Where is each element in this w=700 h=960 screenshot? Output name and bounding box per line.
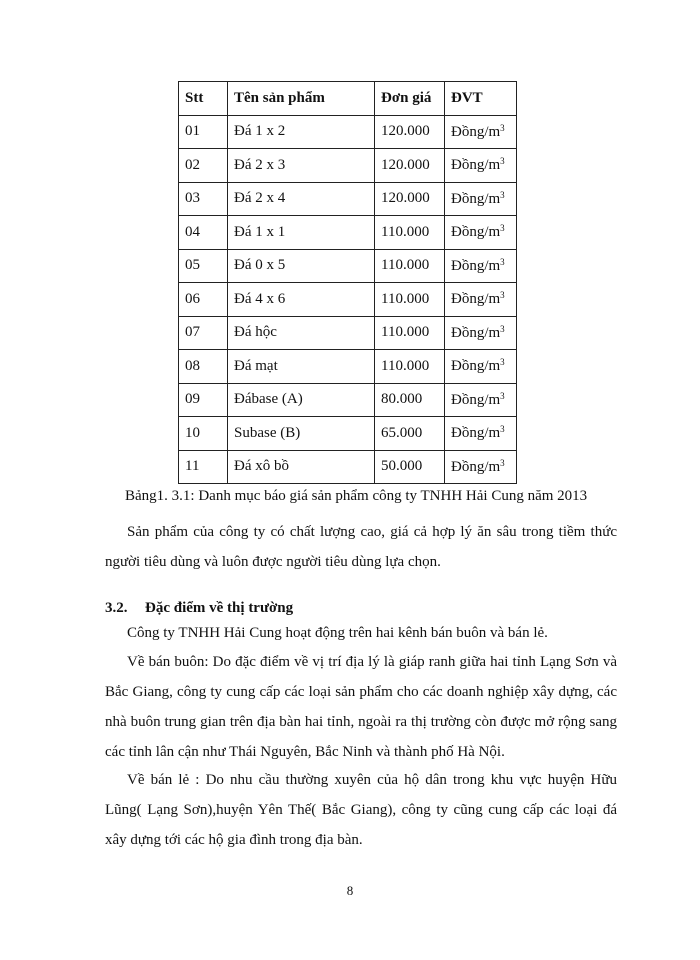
stt-cell: 10 [179, 417, 228, 451]
unit-cell [445, 249, 517, 283]
header-unit: ĐVT [445, 82, 517, 116]
paragraph-channels: Công ty TNHH Hải Cung hoạt động trên hai kênh bán buôn và bán lẻ. [127, 625, 548, 641]
unit-text: Đồng/m [451, 391, 501, 408]
table-row [179, 115, 517, 149]
product-name-cell: Đá 0 x 5 [228, 249, 375, 283]
table-header-row [179, 82, 517, 116]
unit-text: Đồng/m [451, 458, 501, 475]
page-number: 8 [346, 883, 354, 898]
table-row [179, 249, 517, 283]
table-row [179, 450, 517, 484]
unit-superscript: 3 [500, 156, 505, 167]
unit-cell [445, 450, 517, 484]
header-unit-price: Đơn giá [375, 82, 445, 116]
unit-text: Đồng/m [451, 157, 501, 174]
intro-paragraph: Sản phẩm của công ty có chất lượng cao, giá cả hợp lý ăn sâu trong tiềm thức người tiêu dùng và luôn được người tiêu dùng lựa chọn. [105, 524, 617, 570]
product-name-cell: Subase (B) [228, 417, 375, 451]
section-heading [105, 600, 293, 617]
unit-superscript: 3 [500, 457, 505, 468]
unit-cell [445, 182, 517, 216]
section-title: Đặc điểm về thị trường [145, 600, 294, 616]
unit-text: Đồng/m [451, 257, 501, 274]
section-number: 3.2. [105, 600, 128, 616]
price-table [178, 81, 517, 484]
paragraph-wholesale: Về bán buôn: Do đặc điểm về vị trí địa lý là giáp ranh giữa hai tỉnh Lạng Sơn và Bắc Giang, công ty cung cấp các loại sản phẩm cho các doanh nghiệp xây dựng, các nhà buôn trung gian trên địa bàn hai tỉnh, ngoài ra thị trường còn được mở rộng sang các tỉnh lân cận như Thái Nguyên, Bắc Ninh và thành phố Hà Nội. [105, 654, 617, 760]
unit-cell [445, 115, 517, 149]
table-row [179, 182, 517, 216]
product-name-cell: Đá 1 x 2 [228, 115, 375, 149]
table-row [179, 417, 517, 451]
unit-cell [445, 350, 517, 384]
stt-cell: 04 [179, 216, 228, 250]
unit-superscript: 3 [500, 189, 505, 200]
stt-cell: 06 [179, 283, 228, 317]
unit-cell [445, 149, 517, 183]
unit-superscript: 3 [500, 223, 505, 234]
product-name-cell: Đá 1 x 1 [228, 216, 375, 250]
product-name-cell: Đá hộc [228, 316, 375, 350]
stt-cell: 03 [179, 182, 228, 216]
unit-text: Đồng/m [451, 291, 501, 308]
stt-cell: 07 [179, 316, 228, 350]
unit-price-cell: 120.000 [375, 182, 445, 216]
product-name-cell: Đá xô bồ [228, 450, 375, 484]
stt-cell: 08 [179, 350, 228, 384]
unit-text: Đồng/m [451, 324, 501, 341]
unit-superscript: 3 [500, 357, 505, 368]
unit-superscript: 3 [500, 122, 505, 133]
stt-cell: 01 [179, 115, 228, 149]
paragraph-retail: Về bán lẻ : Do nhu cầu thường xuyên của hộ dân trong khu vực huyện Hữu Lũng( Lạng Sơn),huyện Yên Thế( Bắc Giang), công ty cũng cung cấp các loại đá xây dựng tới các hộ gia đình trong địa bàn. [105, 772, 617, 848]
product-name-cell: Đá 2 x 4 [228, 182, 375, 216]
unit-price-cell: 110.000 [375, 350, 445, 384]
unit-cell [445, 417, 517, 451]
unit-price-cell: 110.000 [375, 283, 445, 317]
table-row [179, 216, 517, 250]
table-row [179, 283, 517, 317]
product-name-cell: Đá mạt [228, 350, 375, 384]
stt-cell: 02 [179, 149, 228, 183]
unit-price-cell: 110.000 [375, 316, 445, 350]
unit-text: Đồng/m [451, 224, 501, 241]
unit-cell [445, 383, 517, 417]
unit-price-cell: 120.000 [375, 115, 445, 149]
unit-superscript: 3 [500, 323, 505, 334]
unit-price-cell: 110.000 [375, 216, 445, 250]
header-product-name: Tên sản phẩm [228, 82, 375, 116]
unit-superscript: 3 [500, 256, 505, 267]
unit-price-cell: 65.000 [375, 417, 445, 451]
product-name-cell: Đá 4 x 6 [228, 283, 375, 317]
unit-superscript: 3 [500, 424, 505, 435]
header-stt: Stt [179, 82, 228, 116]
stt-cell: 11 [179, 450, 228, 484]
table-caption: Bảng1. 3.1: Danh mục báo giá sản phẩm công ty TNHH Hải Cung năm 2013 [125, 488, 588, 504]
unit-text: Đồng/m [451, 358, 501, 375]
unit-price-cell: 110.000 [375, 249, 445, 283]
unit-price-cell: 50.000 [375, 450, 445, 484]
unit-superscript: 3 [500, 290, 505, 301]
unit-cell [445, 316, 517, 350]
stt-cell: 05 [179, 249, 228, 283]
unit-cell [445, 283, 517, 317]
unit-superscript: 3 [500, 390, 505, 401]
table-row [179, 350, 517, 384]
unit-cell [445, 216, 517, 250]
unit-text: Đồng/m [451, 190, 501, 207]
product-name-cell: Đábase (A) [228, 383, 375, 417]
table-row [179, 383, 517, 417]
unit-text: Đồng/m [451, 123, 501, 140]
unit-price-cell: 80.000 [375, 383, 445, 417]
product-name-cell: Đá 2 x 3 [228, 149, 375, 183]
stt-cell: 09 [179, 383, 228, 417]
table-row [179, 149, 517, 183]
unit-price-cell: 120.000 [375, 149, 445, 183]
unit-text: Đồng/m [451, 425, 501, 442]
table-row [179, 316, 517, 350]
